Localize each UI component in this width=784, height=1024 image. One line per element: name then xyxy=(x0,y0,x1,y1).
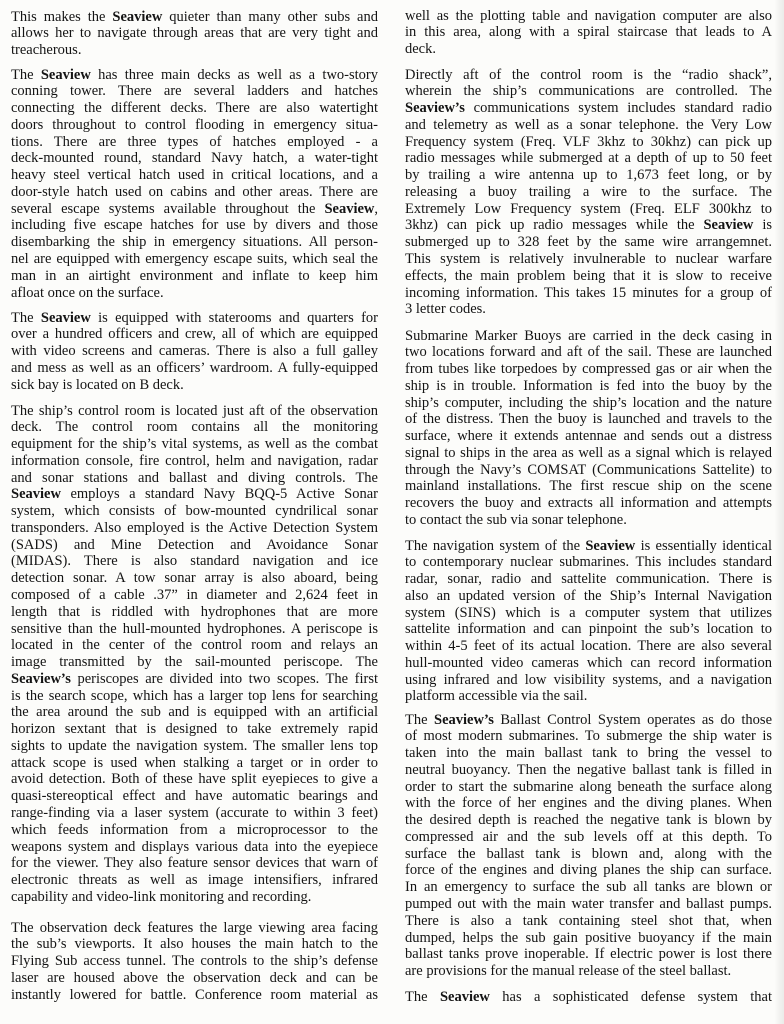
vessel-name: Seaview xyxy=(112,8,163,25)
text-run: electronic threats as well as image intensifiers, infrared xyxy=(11,872,378,889)
text-run: also an updated version of the Ship’s Internal Navigation xyxy=(405,587,772,604)
text-run: Ballast Control System operates as do those xyxy=(493,711,773,728)
text-line xyxy=(11,486,378,503)
text-line xyxy=(11,470,378,487)
text-line xyxy=(405,779,772,796)
text-line xyxy=(11,9,378,26)
text-line xyxy=(405,512,772,529)
text-run: The xyxy=(405,988,440,1005)
text-run: door-style hatch used on cabins and other areas. There are xyxy=(11,183,378,200)
text-run: conning tower. There are several ladders and hatches xyxy=(11,83,378,100)
text-run: in this area, along with a spiral staircase that leads to A xyxy=(405,24,772,41)
text-run: by trailing a wire antenna up to 1,673 feet long, or by xyxy=(405,167,772,184)
text-line xyxy=(11,872,378,889)
text-run: surface, where it extends antennae and sends out a distress xyxy=(405,428,772,445)
text-run: deck. xyxy=(405,41,436,58)
text-line xyxy=(11,453,378,470)
text-run: through the Navy’s COMSAT (Communications Sattelite) to xyxy=(405,461,772,478)
text-line xyxy=(405,150,772,167)
text-run: periscopes are divided into two scopes. The first xyxy=(70,670,378,687)
text-line xyxy=(11,987,378,1004)
text-run: The xyxy=(11,66,41,83)
text-run: weapons system and displays various data into the eyepiece xyxy=(11,838,378,855)
left-column xyxy=(11,0,378,1024)
text-run: pumped out with the main water transfer and ballast pumps. xyxy=(405,896,772,913)
text-line xyxy=(405,930,772,947)
right-column xyxy=(405,0,772,1024)
text-run: The observation deck features the large viewing area facing xyxy=(11,919,378,936)
paragraph xyxy=(405,989,772,1006)
text-line xyxy=(11,587,378,604)
text-line xyxy=(11,100,378,117)
text-line xyxy=(405,846,772,863)
text-run: effects, the main problem being that it is slow to receive xyxy=(405,267,772,284)
text-line xyxy=(405,344,772,361)
text-line xyxy=(405,184,772,201)
text-run: tions. There are three types of hatches employed - a xyxy=(11,133,378,150)
text-run: well as the plotting table and navigation computer are also xyxy=(405,7,772,24)
text-line xyxy=(405,301,772,318)
text-line xyxy=(11,403,378,420)
text-line xyxy=(405,83,772,100)
text-line xyxy=(405,134,772,151)
text-line xyxy=(405,913,772,930)
text-line xyxy=(405,217,772,234)
text-run: using infrared and low visibility systems, and a navigation xyxy=(405,671,772,688)
text-line xyxy=(11,234,378,251)
text-run: Submarine Marker Buoys are carried in the deck casing in xyxy=(405,327,772,344)
text-line xyxy=(11,326,378,343)
text-run: is equipped with staterooms and quarters for xyxy=(90,309,379,326)
text-run: including five escape hatches for use by divers and those xyxy=(11,217,378,234)
paragraph xyxy=(405,328,772,529)
text-line xyxy=(11,570,378,587)
text-line xyxy=(11,936,378,953)
text-line xyxy=(11,42,378,59)
text-line xyxy=(11,419,378,436)
text-run: length that is riddled with hydrophones that are more xyxy=(11,603,378,620)
text-line xyxy=(11,217,378,234)
text-line xyxy=(405,285,772,302)
text-line xyxy=(405,201,772,218)
text-run: sick bay is located on B deck. xyxy=(11,376,184,393)
text-run: 3khz) can pick up radio messages while the xyxy=(405,217,704,234)
text-run: force of the engines and diving planes the ship can surface. xyxy=(405,862,772,879)
paragraph xyxy=(405,8,772,58)
text-line xyxy=(405,812,772,829)
text-line xyxy=(11,671,378,688)
text-run: with the force of her engines and the diving planes. When xyxy=(405,795,772,812)
text-line xyxy=(405,100,772,117)
text-run: compressed air and the sub levels off at this depth. To xyxy=(405,828,772,845)
text-run: dumped, helps the sub gain positive buoyancy if the main xyxy=(405,929,772,946)
text-run: radio messages while submerged at a depth of up to 50 feet xyxy=(405,150,772,167)
text-line xyxy=(405,571,772,588)
text-line xyxy=(405,795,772,812)
text-line xyxy=(11,920,378,937)
text-line xyxy=(11,654,378,671)
text-run: , xyxy=(374,200,378,217)
text-line xyxy=(405,946,772,963)
text-run: attack scope is used when stalking a target or in order to xyxy=(11,754,378,771)
text-line xyxy=(405,554,772,571)
text-line xyxy=(11,251,378,268)
text-run: taken into the main ballast tank to bring the vessel to xyxy=(405,745,772,762)
text-run: detection sonar. A tow sonar array is also aboard, being xyxy=(11,570,378,587)
text-line xyxy=(11,889,378,906)
text-run: are provisions for the manual release of the steel ballast. xyxy=(405,963,732,980)
text-run: and telemetry as well as a sonar telephone. the Very Low xyxy=(405,116,772,133)
text-line xyxy=(11,738,378,755)
text-line xyxy=(405,462,772,479)
paragraph xyxy=(405,712,772,980)
text-line xyxy=(11,688,378,705)
text-line xyxy=(405,896,772,913)
paragraph xyxy=(11,310,378,394)
text-line xyxy=(405,621,772,638)
paragraph xyxy=(11,67,378,302)
text-run: The xyxy=(405,711,435,728)
text-run: is xyxy=(753,217,772,234)
text-run: incoming information. This takes 15 minutes for a group of xyxy=(405,284,772,301)
text-line xyxy=(11,436,378,453)
text-run: composed of a cable .37” in diameter and 2,624 feet in xyxy=(11,587,378,604)
text-line xyxy=(11,83,378,100)
text-run: system (SINS) which is a computer system that utilizes xyxy=(405,604,772,621)
text-run: with video screens and cameras. There is also a full galley xyxy=(11,343,378,360)
text-line xyxy=(405,478,772,495)
vessel-name: Seaview xyxy=(439,988,490,1005)
text-run: In an emergency to surface the sub all tanks are blown or xyxy=(405,879,772,896)
text-line xyxy=(405,829,772,846)
text-line xyxy=(405,688,772,705)
vessel-name: Seaview’s xyxy=(434,711,494,728)
text-run: sensitive than the hull-mounted hydrophones. A periscope is xyxy=(11,620,378,637)
text-line xyxy=(405,411,772,428)
paragraph xyxy=(11,403,378,906)
text-run: avoid detection. Both of these have split eyepieces to give a xyxy=(11,771,378,788)
text-line xyxy=(11,503,378,520)
text-run: deck-mounted round, standard Navy hatch, a water-tight xyxy=(11,150,378,167)
text-run: image transmitted by the sail-mounted periscope. The xyxy=(11,654,378,671)
text-run: information console, fire control, helm and navigation, radar xyxy=(11,452,378,469)
text-run: ship is in trouble. Information is fed into the buoy by the xyxy=(405,377,772,394)
text-run: hull-mounted video cameras which can record information xyxy=(405,654,772,671)
text-run: mainland installations. The first rescue ship on the scene xyxy=(405,478,772,495)
text-line xyxy=(11,25,378,42)
text-line xyxy=(405,234,772,251)
text-run: man in an airtight environment and inflate to keep him xyxy=(11,267,378,284)
text-run: which feeds information from a microprocessor to the xyxy=(11,821,378,838)
text-line xyxy=(405,588,772,605)
vessel-name: Seaview xyxy=(703,217,754,234)
paragraph xyxy=(11,9,378,59)
text-run: doors throughout to control flooding in emergency situa- xyxy=(11,116,378,133)
text-run: and sonar stations and ballast and diving controls. The xyxy=(11,469,378,486)
text-run: 3 letter codes. xyxy=(405,301,486,318)
text-line xyxy=(405,989,772,1006)
vessel-name: Seaview’s xyxy=(405,100,465,117)
text-run: quasi-stereoptical effect and have automatic bearings and xyxy=(11,788,378,805)
text-line xyxy=(405,762,772,779)
text-run: equipment for the ship’s vital systems, as well as the combat xyxy=(11,436,378,453)
text-run: disembarking the ship in emergency situations. All person- xyxy=(11,234,378,251)
text-run: sights to update the navigation system. The smaller lens top xyxy=(11,737,378,754)
text-run: within 4-5 feet of its actual location. There are also several xyxy=(405,638,772,655)
text-run: instantly lowered for battle. Conference room material as xyxy=(11,986,378,1003)
text-line xyxy=(405,712,772,729)
text-line xyxy=(11,67,378,84)
text-run: the area around the sub and is equipped with an artificial xyxy=(11,704,378,721)
text-line xyxy=(11,167,378,184)
text-line xyxy=(11,970,378,987)
text-run: for the viewer. They also feature sensor devices that warn of xyxy=(11,855,378,872)
text-line xyxy=(405,745,772,762)
text-run: Flying Sub access tunnel. The controls to the ship’s defense xyxy=(11,953,378,970)
text-run: communications system includes standard radio xyxy=(464,100,772,117)
text-run: employs a standard Navy BQQ-5 Active Sonar xyxy=(60,486,378,503)
text-run: ship’s computer, including the ship’s location and the nature xyxy=(405,394,772,411)
text-line xyxy=(405,963,772,980)
text-line xyxy=(405,251,772,268)
text-line xyxy=(405,445,772,462)
vessel-name: Seaview xyxy=(11,486,61,503)
text-line xyxy=(405,655,772,672)
text-run: heavy steel vertical hatch used in critical locations, and a xyxy=(11,167,378,184)
text-run: Directly aft of the control room is the “radio shack”, xyxy=(405,66,772,83)
text-line xyxy=(405,605,772,622)
text-line xyxy=(11,377,378,394)
text-line xyxy=(11,310,378,327)
text-run: has three main decks as well as a two-story xyxy=(90,66,379,83)
text-run: and mess as well as an officers’ wardroom. A fully-equipped xyxy=(11,359,378,376)
text-run: platform accessible via the sail. xyxy=(405,688,588,705)
text-run: wherein the ship’s communications are controlled. The xyxy=(405,83,772,100)
text-run: transponders. Also employed is the Active Detection System xyxy=(11,519,378,536)
text-line xyxy=(405,378,772,395)
text-line xyxy=(405,862,772,879)
text-line xyxy=(11,637,378,654)
text-line xyxy=(405,638,772,655)
text-run: over a hundred officers and crew, all of which are equipped xyxy=(11,326,378,343)
text-run: to contemporary nuclear submarines. This includes standard xyxy=(405,554,772,571)
text-run: This makes the xyxy=(11,8,113,25)
text-run: range-finding via a laser system (accurate to within 3 feet) xyxy=(11,804,378,821)
text-line xyxy=(11,604,378,621)
text-line xyxy=(11,117,378,134)
text-line xyxy=(11,755,378,772)
text-line xyxy=(405,361,772,378)
text-run: the desired depth is reached the negative tank is blown by xyxy=(405,812,772,829)
text-run: allows her to navigate through areas that are very tight and xyxy=(11,25,378,42)
text-run: sattelite information and can pinpoint the sub’s location to xyxy=(405,621,772,638)
text-line xyxy=(405,67,772,84)
text-line xyxy=(11,855,378,872)
text-run: There is also a tank containing steel shot that, when xyxy=(405,912,772,929)
vessel-name: Seaview xyxy=(585,537,636,554)
text-line xyxy=(11,537,378,554)
text-run: is the search scope, which has a larger top lens for searching xyxy=(11,687,378,704)
text-run: has a sophisticated defense system that xyxy=(489,988,772,1005)
paragraph xyxy=(11,920,378,1004)
text-run: This system is relatively invulnerable to nuclear warfare xyxy=(405,251,772,268)
text-run: from tubes like torpedoes by compressed gas or air when the xyxy=(405,361,772,378)
text-line xyxy=(11,771,378,788)
text-line xyxy=(11,343,378,360)
text-line xyxy=(405,538,772,555)
text-run: The navigation system of the xyxy=(405,537,586,554)
text-line xyxy=(405,167,772,184)
text-line xyxy=(11,201,378,218)
vessel-name: Seaview xyxy=(40,66,91,83)
text-run: Frequency system (Freq. VLF 3khz to 30khz) can pick up xyxy=(405,133,772,150)
vessel-name: Seaview’s xyxy=(11,670,71,687)
vessel-name: Seaview xyxy=(40,309,91,326)
text-line xyxy=(405,728,772,745)
text-run: laser are housed above the observation deck and can be xyxy=(11,969,378,986)
text-run: signal to ships in the area as well as a signal which is relayed xyxy=(405,444,772,461)
text-run: releasing a buoy trailing a wire to the surface. The xyxy=(405,183,772,200)
text-line xyxy=(405,8,772,25)
text-run: radar, sonar, radio and sattelite communication. There is xyxy=(405,571,772,588)
text-line xyxy=(405,117,772,134)
text-run: is essentially identical xyxy=(635,537,772,554)
text-run: system, which consists of bow-mounted cyndrilical sonar xyxy=(11,503,378,520)
text-line xyxy=(11,553,378,570)
text-run: (SADS) and Mine Detection and Avoidance Sonar xyxy=(11,536,378,553)
text-run: several escape systems available throughout the xyxy=(11,200,325,217)
text-run: order to start the submarine along beneath the surface along xyxy=(405,778,772,795)
text-line xyxy=(405,428,772,445)
text-run: quieter than many other subs and xyxy=(162,8,378,25)
text-run: ballast tanks prove inoperable. If electric power is lost there xyxy=(405,946,772,963)
text-line xyxy=(11,704,378,721)
text-run: The xyxy=(11,309,41,326)
text-line xyxy=(11,621,378,638)
text-run: connecting the different decks. There are also watertight xyxy=(11,100,378,117)
vessel-name: Seaview xyxy=(324,200,375,217)
paragraph xyxy=(405,67,772,318)
text-line xyxy=(405,268,772,285)
text-run: treacherous. xyxy=(11,42,82,59)
text-line xyxy=(11,788,378,805)
text-line xyxy=(11,805,378,822)
text-line xyxy=(11,520,378,537)
text-run: nel are equipped with emergency escape suits, which seal the xyxy=(11,251,378,268)
text-run: Extremely Low Frequency system (Freq. ELF 300khz to xyxy=(405,200,772,217)
text-line xyxy=(405,328,772,345)
text-run: of most modern submarines. To submerge the ship water is xyxy=(405,728,772,745)
text-line xyxy=(405,879,772,896)
text-line xyxy=(11,360,378,377)
text-run: submerged up to 328 feet by the same wire arrangemnet. xyxy=(405,234,772,251)
text-run: of the distress. Then the buoy is launched and travels to the xyxy=(405,411,772,428)
text-run: two locations forward and aft of the sail. These are launched xyxy=(405,344,772,361)
text-line xyxy=(11,285,378,302)
text-line xyxy=(11,721,378,738)
text-run: recovers the buoy and extracts all information and attempts xyxy=(405,495,772,512)
text-line xyxy=(11,150,378,167)
paragraph xyxy=(405,538,772,706)
text-line xyxy=(405,672,772,689)
text-line xyxy=(405,24,772,41)
text-run: deck. The control room contains all the monitoring xyxy=(11,419,378,436)
text-run: located in the center of the control room and relays an xyxy=(11,637,378,654)
text-run: surface the ballast tank is blown and, along with the xyxy=(405,845,772,862)
text-run: afloat once on the surface. xyxy=(11,284,164,301)
text-run: horizon sextant that is designed to take extremely rapid xyxy=(11,721,378,738)
text-line xyxy=(11,184,378,201)
text-line xyxy=(11,134,378,151)
text-line xyxy=(11,822,378,839)
text-line xyxy=(405,41,772,58)
text-line xyxy=(405,495,772,512)
text-line xyxy=(11,953,378,970)
text-run: the sub’s viewports. It also houses the main hatch to the xyxy=(11,936,378,953)
text-run: The ship’s control room is located just aft of the observation xyxy=(11,402,378,419)
text-run: neutral buoyancy. Then the negative ballast tank is filled in xyxy=(405,761,772,778)
text-run: to contact the sub via sonar telephone. xyxy=(405,512,627,529)
text-line xyxy=(405,395,772,412)
text-run: capability and video-link monitoring and recording. xyxy=(11,888,312,905)
text-line xyxy=(11,839,378,856)
text-run: (MIDAS). There is also standard navigation and ice xyxy=(11,553,378,570)
text-line xyxy=(11,268,378,285)
